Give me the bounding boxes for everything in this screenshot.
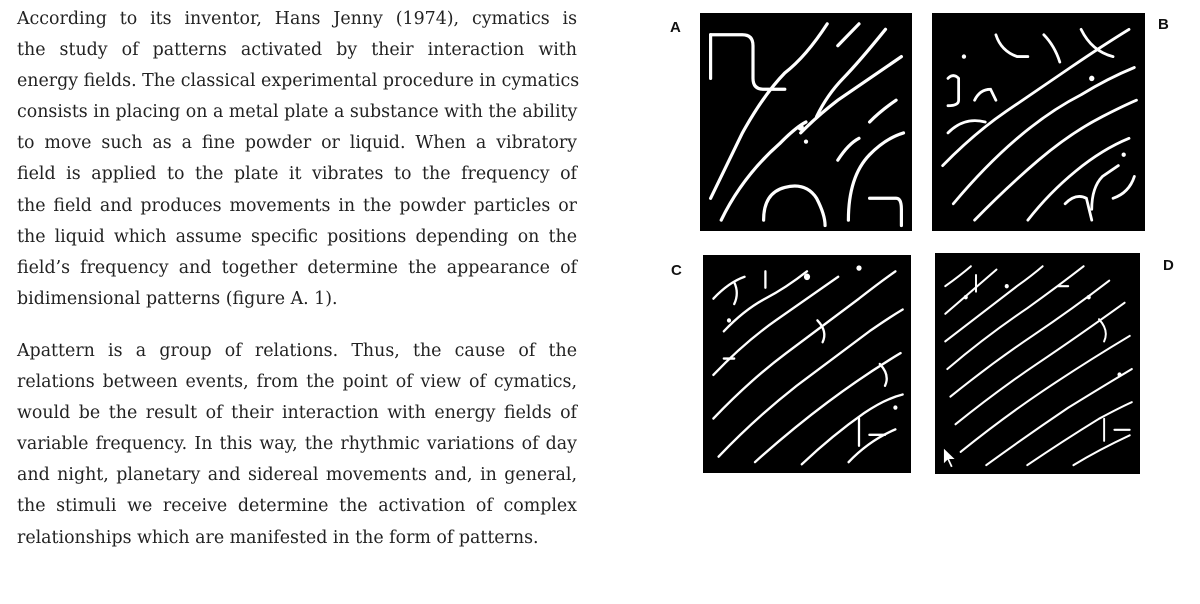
- cymatics-panel-b: [932, 13, 1145, 231]
- paragraph-1-line: to move such as a fine powder or liquid. When a vibratory: [17, 133, 577, 154]
- pattern-d-image: [935, 253, 1140, 474]
- paragraph-gap: [17, 315, 577, 336]
- paragraph-2-line: relations between events, from the point of view of cymatics,: [17, 372, 577, 393]
- paragraph-1-line: consists in placing on a metal plate a substance with the ability: [17, 102, 578, 123]
- panel-label-c: C: [671, 262, 682, 279]
- paragraph-1-line: field’s frequency and together determine the appearance of: [17, 257, 577, 278]
- paragraph-1-line: field is applied to the plate it vibrates to the frequency of: [17, 164, 577, 185]
- paragraph-2: [17, 336, 577, 554]
- paragraph-1-line: bidimensional patterns (figure A. 1).: [17, 288, 338, 309]
- cymatics-panel-c: [703, 255, 911, 473]
- mouse-cursor-icon: [941, 446, 959, 470]
- paragraph-2-line: would be the result of their interaction with energy fields of: [17, 403, 577, 424]
- paragraph-1-line: the field and produces movements in the powder particles or: [17, 195, 577, 216]
- pattern-c-image: [703, 255, 911, 473]
- paragraph-2-line: relationships which are manifested in the form of patterns.: [17, 527, 539, 548]
- paragraph-1-line: According to its inventor, Hans Jenny (1974), cymatics is: [17, 9, 577, 29]
- cymatics-panel-a: [700, 13, 912, 231]
- paragraph-2-line: Apattern is a group of relations. Thus, the cause of the: [17, 340, 577, 361]
- cymatics-panel-d: [935, 253, 1140, 474]
- article-text: [17, 4, 580, 554]
- paragraph-2-line: the stimuli we receive determine the activation of complex: [17, 496, 577, 517]
- paragraph-1-line: energy fields. The classical experimental procedure in cymatics: [17, 71, 580, 92]
- paragraph-1-line: the study of patterns activated by their interaction with: [17, 40, 577, 61]
- panel-label-d: D: [1163, 257, 1174, 274]
- pattern-b-image: [932, 13, 1145, 231]
- pattern-a-image: [700, 13, 912, 231]
- paragraph-2-line: and night, planetary and sidereal movements and, in general,: [17, 465, 577, 486]
- panel-label-b: B: [1158, 16, 1169, 33]
- cymatics-figure: [660, 0, 1200, 604]
- paragraph-1-line: the liquid which assume specific positions depending on the: [17, 226, 577, 247]
- paragraph-2-line: variable frequency. In this way, the rhythmic variations of day: [17, 434, 577, 455]
- panel-label-a: A: [670, 19, 681, 36]
- paragraph-1: [17, 4, 580, 315]
